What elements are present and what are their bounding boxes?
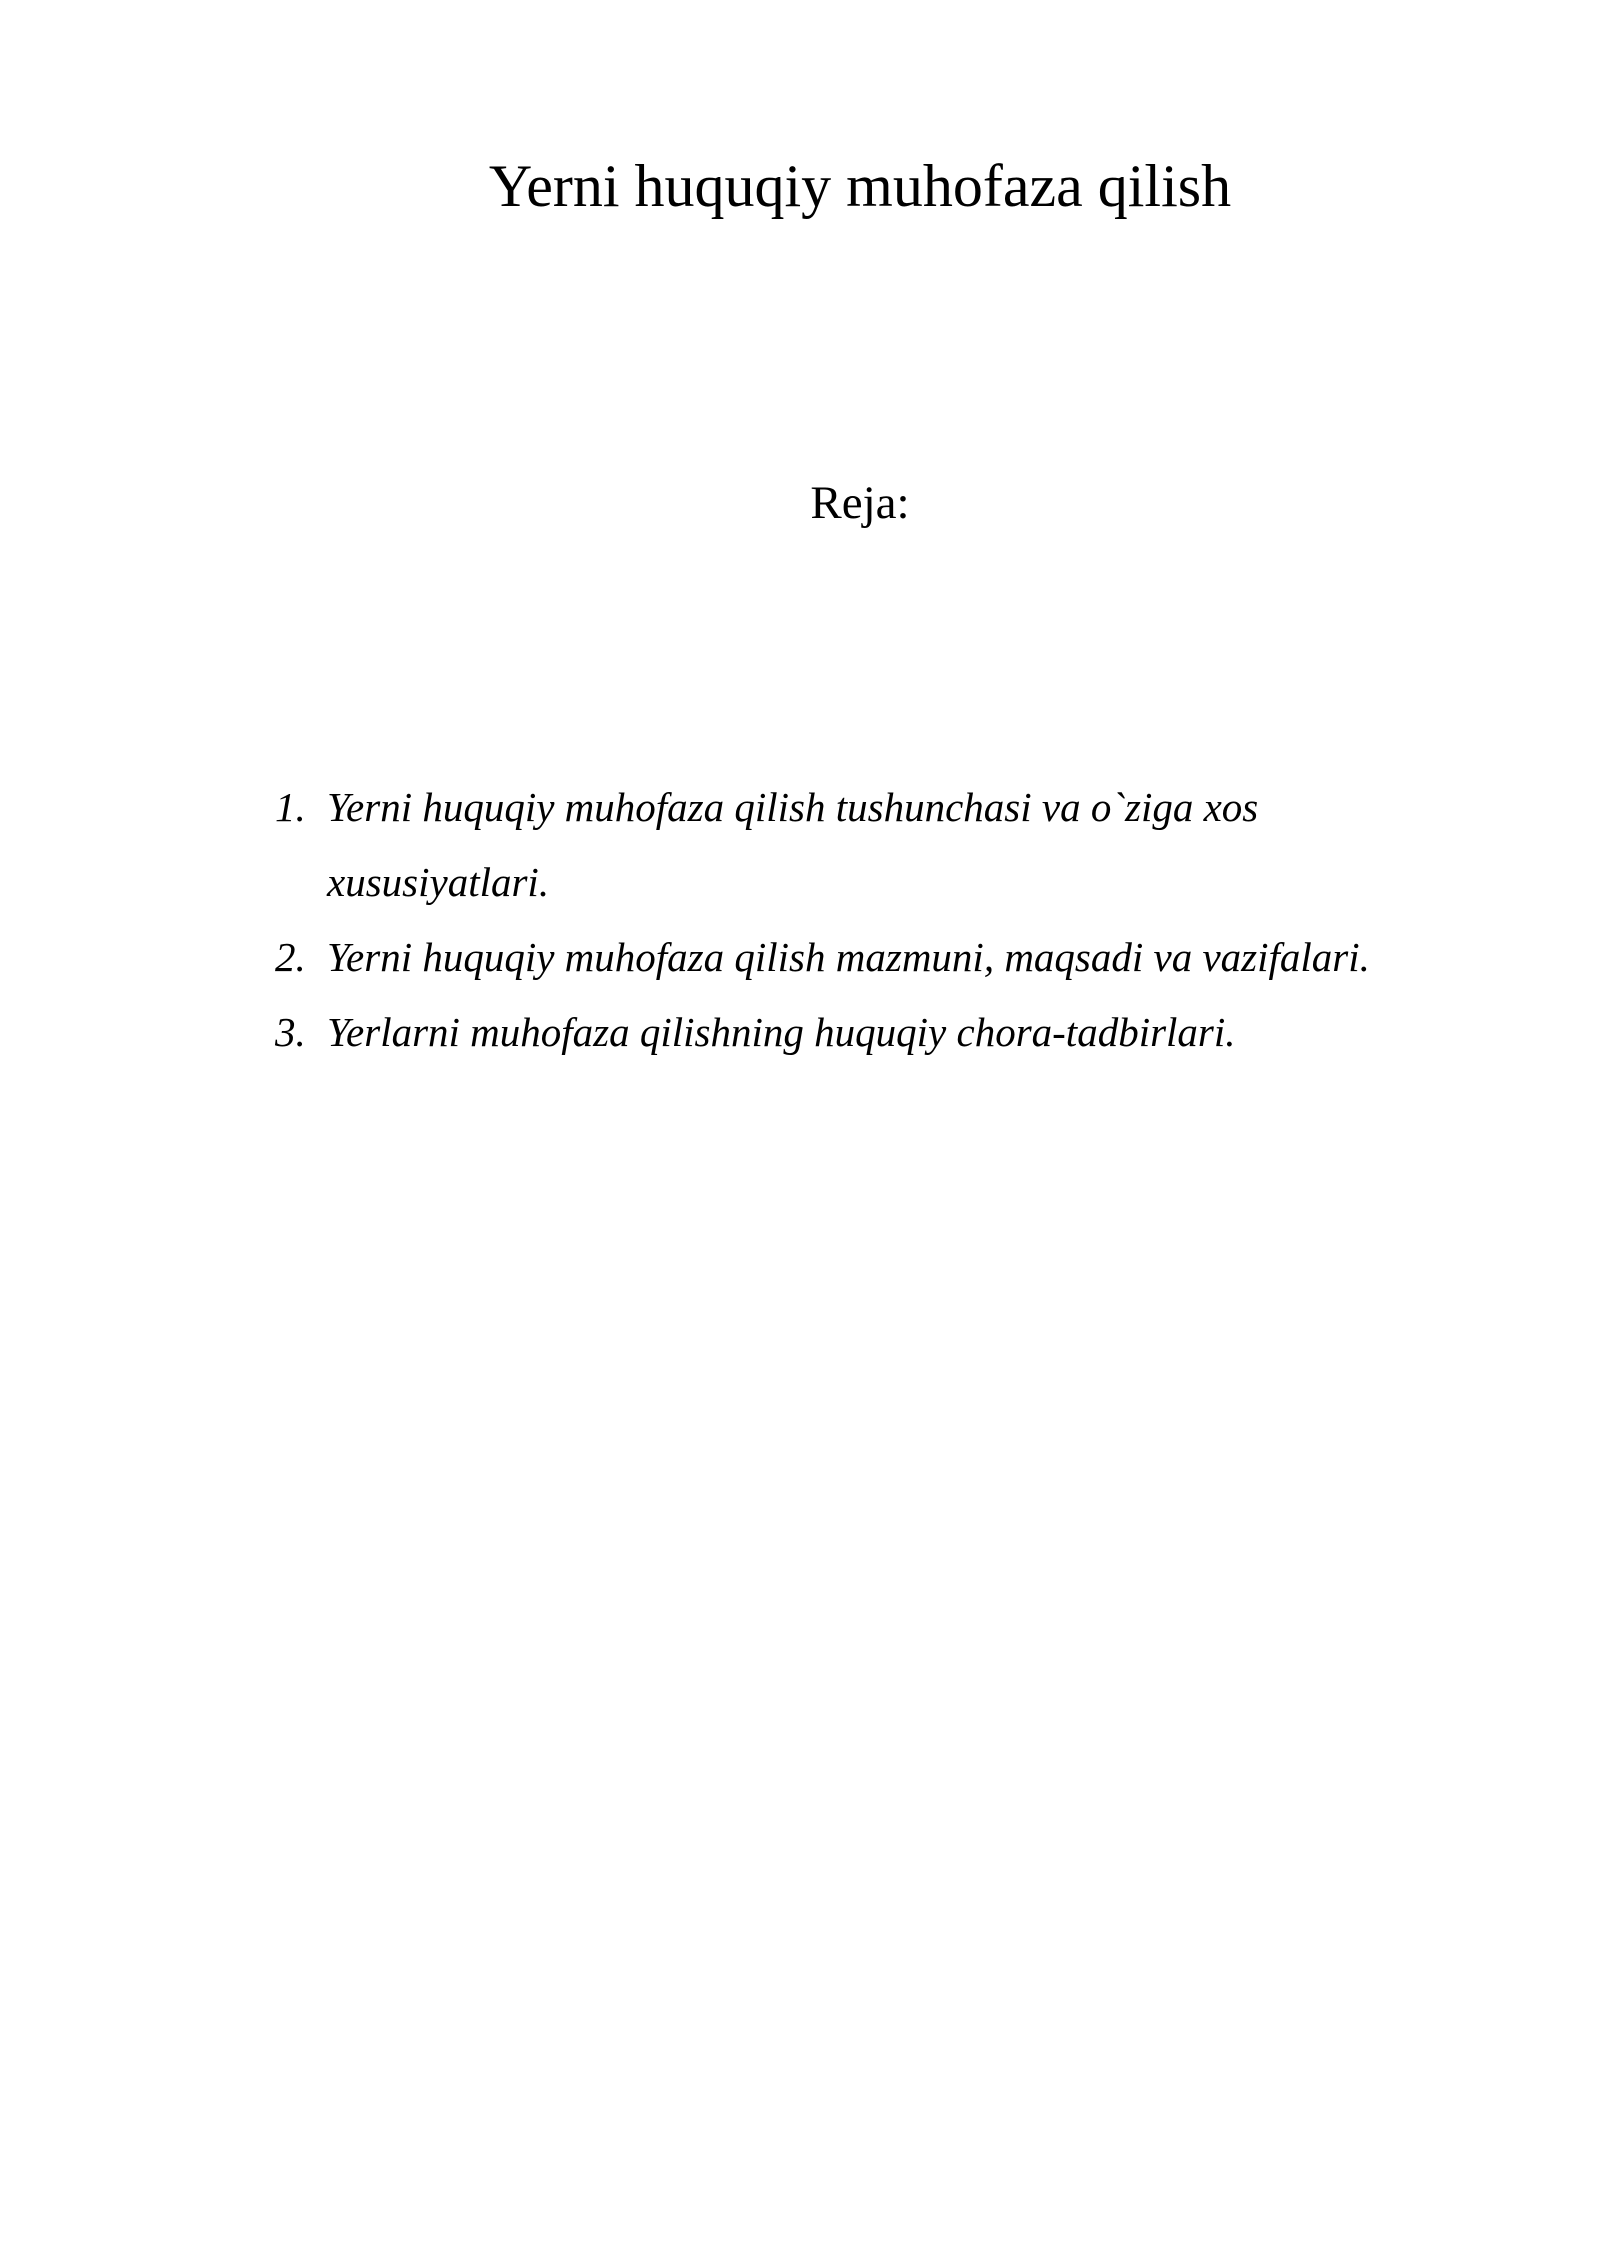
list-item [275, 770, 1455, 920]
list-item-text: Yerni huquqiy muhofaza qilish mazmuni, maqsadi va vazifalari. [327, 934, 1370, 980]
list-item-text: Yerni huquqiy muhofaza qilish tushunchasi va o`ziga xos xususiyatlari. [327, 784, 1259, 905]
list-item-number: 3. [275, 1009, 306, 1055]
plan-list [275, 770, 1455, 1070]
list-item [275, 995, 1455, 1070]
list-item-number: 1. [275, 784, 306, 830]
list-item-text: Yerlarni muhofaza qilishning huquqiy chora-tadbirlari. [327, 1009, 1236, 1055]
list-item-number: 2. [275, 934, 306, 980]
plan-heading: Reja: [810, 477, 910, 529]
list-item [275, 920, 1455, 995]
document-title: Yerni huquqiy muhofaza qilish [488, 153, 1232, 219]
